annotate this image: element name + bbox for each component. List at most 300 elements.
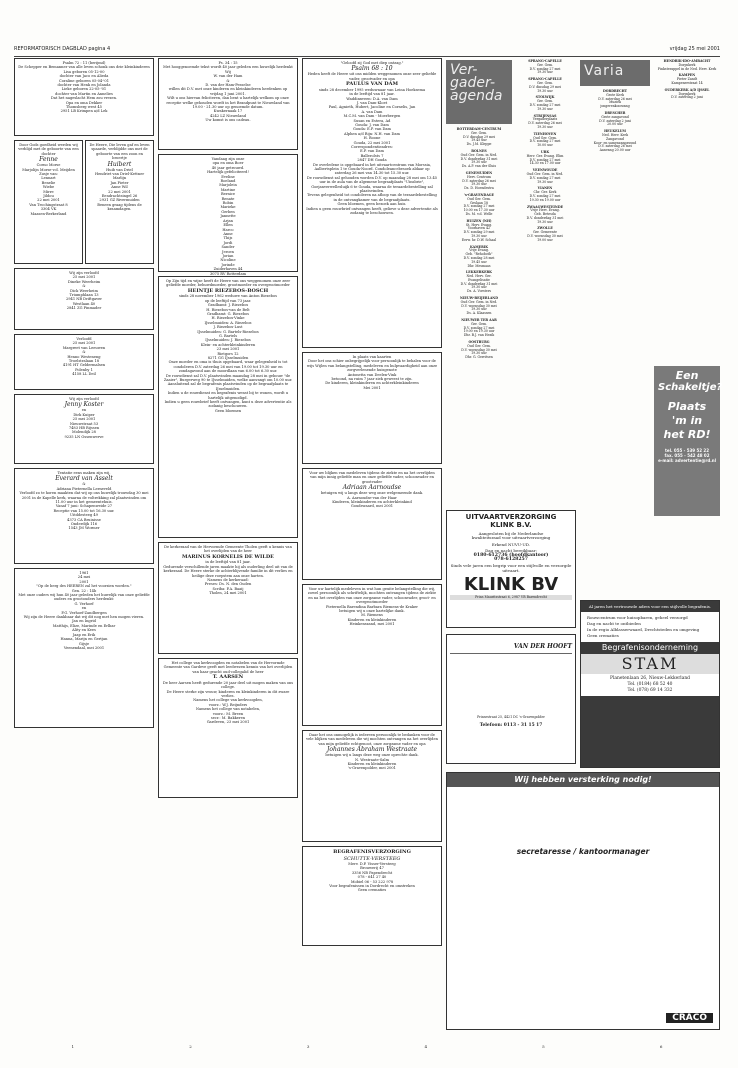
ad-line: sinds 28 december 1995 weduwnaar van Leina Hoeksema xyxy=(318,87,426,92)
ad-line: 3304 VK xyxy=(40,207,57,212)
agenda-line: Voorhaven 42 xyxy=(467,226,491,231)
agenda-line: Vrije Herv. Evang. xyxy=(530,208,560,213)
ad-line: Nieuwstraat 53 xyxy=(69,421,99,426)
agenda-line: Ned. Herv. Ger. xyxy=(466,274,492,279)
ad-line: Polenby 1 xyxy=(75,367,93,372)
ad-line: Jorinde xyxy=(221,262,235,267)
agenda-item xyxy=(654,60,720,71)
ad-line: Nicoline xyxy=(220,258,236,263)
col2-ad-3 xyxy=(158,542,298,654)
agenda-line: D.V. zondag 27 mei xyxy=(463,325,495,330)
ad-line: & xyxy=(226,78,230,83)
agenda-line: ROTTERDAM-CENTRUM xyxy=(456,127,502,131)
ad-line: 2847 DH Gouda xyxy=(357,158,387,163)
agenda-line: 20.00 uur xyxy=(607,122,623,127)
stam-head: Al jaren het vertrouwde adres voor een stijlvolle begrafenis. xyxy=(588,604,712,609)
agenda-line: Oud Ger. Gem. xyxy=(467,343,491,348)
col1-ad-4 xyxy=(14,334,154,390)
agenda-line: Eerw. hr. D.W. Schaal xyxy=(461,237,497,242)
agenda-line: Dorpskerk xyxy=(678,91,696,96)
varia-list-2 xyxy=(654,60,720,360)
ad-line: 4158 LL Deil xyxy=(72,372,96,377)
promo-fax: fax. 055 - 542 48 02 xyxy=(664,453,710,458)
agenda-line: Herv. Centrum xyxy=(467,174,491,179)
agenda-title: Ver-gader-agenda xyxy=(450,62,503,104)
ad-line: Indien u geen rouwbrief ontvangen heeft, gelieve u deze advertentie als zodanig te beschouwen. xyxy=(306,206,438,216)
agenda-item xyxy=(514,151,576,166)
agenda-line: D.V. zondag 27 mei xyxy=(529,175,561,180)
ad-line: F.G. Verhoef-Zandbergen xyxy=(61,610,107,615)
page-number: 5 xyxy=(542,1044,545,1049)
stam-address: Planetenlaan 26, Nieuw-Lekkerland xyxy=(610,676,690,681)
ad-line: Jannette xyxy=(220,214,236,219)
col3-ad-1 xyxy=(302,352,442,464)
ad-line: Geen bloemen xyxy=(214,408,242,413)
ad-line: en xyxy=(81,606,87,611)
ad-line: Huib van Driel xyxy=(106,167,133,172)
ad-line: Anne xyxy=(223,231,233,236)
agenda-list-2 xyxy=(514,60,576,500)
ad-line: Scriba: P.A. Baaij xyxy=(212,586,244,591)
ad-line: Roeland xyxy=(220,179,236,184)
ad-line: in de leeftijd van 81 jaar. xyxy=(205,560,251,565)
ad-line: De rouwdienst zal gehouden worden D.V. op maandag 28 mei om 13.45 uur in de aula van de algemene begraafplaats "Uinsbrie", Goejanverwellesluijk 6 te Gouda, waarna de teraardebestelling zal plaatsvinden. xyxy=(306,175,438,194)
ad-line: Robin xyxy=(222,201,234,206)
agenda-item xyxy=(514,206,576,225)
ad-line: Gouda: E.P. van Dam xyxy=(353,127,391,132)
agenda-line: Ned. Herv. Kerk xyxy=(601,132,629,137)
agenda-item xyxy=(446,150,512,169)
ad-line: Indien u geen rouwbrief heeft ontvangen, kunt u deze advertentie als zodanig beschouwen. xyxy=(164,400,292,409)
ad-line: Psalm 68 : 10 xyxy=(351,65,393,73)
ad-line: In plaats van kaarten xyxy=(352,355,392,359)
agenda-line: 10.00 uur xyxy=(537,143,553,148)
ad-line: 2841 ZG Pinmader xyxy=(66,306,102,311)
vdhooft-address: Prinsestraat 25, 4421 DC 's-Gravenpolder xyxy=(477,715,545,719)
ad-line: 22 mei 2001 xyxy=(37,198,60,203)
ad-line: Adriana Pieternella Lerneveld xyxy=(56,486,112,491)
ad-line: voorz.: M. Breen xyxy=(212,711,244,716)
agenda-line: D.V. woensdag 30 mei xyxy=(461,303,497,308)
ad-line: Receptie van 15.00 tot 16.30 uur. xyxy=(53,508,115,513)
agenda-item xyxy=(446,341,512,360)
promo-line-2: Schakeltje? xyxy=(658,382,723,393)
ad-line: Paul, Agnieth, Hubert, Jacoline en Cornelis, Jan xyxy=(328,105,416,110)
ad-line: Zuiderhaven 44 xyxy=(213,267,243,272)
klink-ad xyxy=(446,510,576,628)
agenda-item xyxy=(514,227,576,242)
ad-line: 24 mei xyxy=(77,575,91,580)
page-number: 4 xyxy=(424,1044,428,1049)
ad-line: Gardeven, 23 mei 2001 xyxy=(206,720,250,725)
agenda-line: Pieter Zandt xyxy=(676,77,698,82)
craco-job: secretaresse / kantoormanager xyxy=(516,847,650,856)
agenda-line: D.V. zondag 27 mei xyxy=(529,157,561,162)
agenda-line: jongerenkoorzang xyxy=(600,104,630,109)
ad-line: Tholen, 24 mei 2001 xyxy=(209,591,247,596)
ad-line: 's-Gravenpolder, mei 2001 xyxy=(348,766,396,771)
agenda-line: D.V. dinsdag 29 mei xyxy=(529,84,561,89)
ad-line: 1961 xyxy=(79,571,89,575)
agenda-line: Vergaderplaats xyxy=(532,117,558,122)
agenda-line: URK xyxy=(540,149,550,154)
agenda-line: Ds. D. Hoendestra xyxy=(464,186,494,191)
agenda-line: TIENHOVEN xyxy=(533,131,557,136)
agenda-line: D.V. zondag 27 mei xyxy=(463,204,495,209)
agenda-line: Grote Kerk xyxy=(606,92,624,97)
agenda-item xyxy=(654,74,720,85)
ad-line: Met onze ouders wij hun 40 jaar geleden het huwelijk van onze geliefde ouders en grootouders herdenkt: xyxy=(18,593,150,602)
ad-line: Wiebe xyxy=(42,185,55,190)
agenda-line: D.V. zondag 28 mei xyxy=(463,255,495,260)
ad-line: Wij xyxy=(225,69,231,74)
ad-line: Marjolein xyxy=(219,183,237,188)
schakeltje-promo xyxy=(654,366,723,516)
agenda-line: Geslaan 18 xyxy=(469,200,488,205)
agenda-line: HEUKELUM xyxy=(604,129,626,134)
agenda-item xyxy=(446,172,512,191)
ad-line: T. AARSEN xyxy=(212,674,244,681)
agenda-line: Kampenerstraat 14 xyxy=(671,80,703,85)
promo-line-1: Een xyxy=(675,369,699,382)
ad-line: H. Riezebos-van de Belt xyxy=(206,307,250,312)
agenda-line: Dhr. G. Gerritsen xyxy=(465,355,493,360)
ad-line: 2951 LB Krimpen a/d Lek xyxy=(60,109,108,114)
agenda-line: Zangavond xyxy=(606,136,624,141)
ad-line: Namens de kerkeraad: xyxy=(207,577,249,582)
ad-line: Arjan xyxy=(223,218,233,223)
ad-line: Vanaf 7 juni: Schapenweide 27 xyxy=(55,504,113,509)
ad-line: Adriaan Aarnoudse xyxy=(342,484,402,492)
ad-line: Voor begrafenissen in Dordrecht en omstreken xyxy=(329,884,415,889)
agenda-line: OOSTBURG xyxy=(468,340,490,345)
ad-line: De overledene is opgebaard in het uitvaartcentrum van Morssia, Aalbertsplein 1 te Gouda-Noord. Condoleancebesoek aldaar op zaterdag 26 mei van 14.30 tot 15.30 uur. xyxy=(312,162,432,176)
ad-line: Gedurende verschillende jaren maakte hij als ouderling deel uit van de kerkeraad. De Heere sterke de achterblijvende familie in dit verlies en heilige deze roepstem aan onze harten. xyxy=(163,564,293,578)
col2-ad-4 xyxy=(158,658,298,798)
col3-ad-0 xyxy=(302,58,442,348)
ad-line: Gijsje xyxy=(78,641,90,646)
ad-line: Tentatie eens maken zijn wij, xyxy=(57,471,111,475)
ad-line: opa en oma Boer xyxy=(212,161,244,166)
agenda-line: D.V. zaterdag 26 mei xyxy=(598,96,632,101)
agenda-line: 19.30 uur xyxy=(471,182,487,187)
ad-line: Pieternella Barendina Barbara Riemens-de Kraker xyxy=(326,604,418,609)
agenda-line: Ger. Gem. xyxy=(470,130,488,135)
ad-line: Preses: Ds. N. den Ouden xyxy=(204,582,252,587)
ad-line: Kwakernaak 17 xyxy=(213,109,243,114)
agenda-line: 10.00 en 17.30 uur xyxy=(463,208,495,213)
agenda-line: Ds. A. Vorsters xyxy=(467,289,491,294)
agenda-item xyxy=(514,169,576,184)
agenda-item xyxy=(446,271,512,294)
ad-line: 25 mei 2001 xyxy=(72,341,96,346)
col2-ad-2 xyxy=(158,276,298,538)
ad-line: 25 mei 2001 xyxy=(72,417,96,422)
agenda-line: LEKKERKERK xyxy=(466,270,492,275)
ad-line: Kinderen, kleinkinderen en achterkleinkind xyxy=(332,500,412,505)
page-footer xyxy=(14,1044,720,1049)
ad-line: 9235 LN Ossenwerve xyxy=(64,434,104,439)
ad-line: Door Gods goedheid werden wij verblijd met de geboorte van een dochter xyxy=(18,143,79,156)
ad-line: Daar het ons onmogelijk is iedereen persoonlijk te bedanken voor de vele blijken van medeleven die wij mochten ontvangen na het overlijden van mijn geliefde echtgenoot, onze zorgzame vader en opa xyxy=(306,733,438,746)
agenda-line: Oud Ger. Gem. in Ned. xyxy=(460,152,498,157)
agenda-line: 19.30 uur xyxy=(537,219,553,224)
agenda-line: 19.00 en 19.30 uur xyxy=(463,329,495,334)
agenda-line: D.V. zondag 27 mei xyxy=(529,66,561,71)
agenda-line: Dorpskerk xyxy=(678,62,696,67)
ad-line: Door het ons schier onbegrijpelijk voor persoonlijk te behalen voor de wijs Wijlen van belangstelling, medeleven en hulpvaardigheid aan onze zorgverlenende huisgenote xyxy=(306,359,438,373)
agenda-item xyxy=(446,220,512,243)
ad-line: Renate xyxy=(221,196,235,201)
ad-line: H. Riezebos-Vinke xyxy=(211,316,245,321)
ad-line: Klein- en achterkleinkinderen xyxy=(200,342,256,347)
agenda-line: D.V. dinsdag 29 mei xyxy=(463,134,495,139)
ad-line: Marjolijn Morse-v.d. Meijden xyxy=(22,167,75,172)
agenda-line: 19.00 uur xyxy=(537,237,553,242)
agenda-line: Oud Ger. Gem. in Ned. xyxy=(526,171,564,176)
ad-line: in de leeftijd van 81 jaar. xyxy=(349,92,395,97)
vdhooft-name: VAN DER HOOFT xyxy=(513,643,572,650)
ad-line: Heden heeft de Heere uit ons midden weggenomen onze zeer geliefde vader, grootvader en opa xyxy=(307,72,437,81)
ad-line: Uw komst is ons cadeau. xyxy=(205,118,251,123)
ad-line: 2941 NB Driftgaver xyxy=(65,297,103,302)
ad-line: Antonetta van Deelen-Vink xyxy=(347,372,397,377)
ad-line: M.C.M. van Dam - Moerbergen xyxy=(343,114,401,119)
ad-line: Kinderen en kleinkinderen xyxy=(347,617,397,622)
col3-ad-3 xyxy=(302,584,442,726)
ad-line: 2931 GZ Rivermuiden xyxy=(99,198,140,203)
ad-line: Westlaan 40 xyxy=(72,301,96,306)
page-header xyxy=(14,46,720,57)
col1-ad-5 xyxy=(14,394,154,464)
ad-line: Dick Weerheim xyxy=(70,288,98,293)
ad-line: Marieke xyxy=(220,205,236,210)
ad-line: Verloofd zo te horen maakten dat wij op ons huwelijk trouwdag 30 mei 2001 in de Kapelle kerk, waarna de voltrekking zal plaatsvinden om 11.00 uur in het gemeentehuis. xyxy=(19,491,149,505)
agenda-line: Grote zangavond xyxy=(601,114,629,119)
ad-line: Indien u de rouwdienst en begrafenis wenst bij te wonen, wordt u hartelijk uitgenodigd. xyxy=(167,391,289,400)
agenda-item xyxy=(446,319,512,338)
ad-line: Margreet van Leeuwen xyxy=(62,345,106,350)
ad-line: betuigen wij u langs deze weg onze oprechte dank. xyxy=(325,753,419,758)
promo-line-5: het RD! xyxy=(663,428,711,441)
ad-line: Ality en Kees xyxy=(72,628,96,633)
agenda-item xyxy=(654,89,720,100)
ad-line: Gradbamt: J. Riezebos xyxy=(207,303,249,308)
promo-email: e-mail: advertentie@rd.nl xyxy=(658,458,716,463)
ad-line: op de leeftijd van 73 jaar. xyxy=(204,298,252,303)
ad-line: Corno Morse xyxy=(36,163,61,168)
ad-line: Kinderen en kleinkinderen xyxy=(347,762,397,767)
agenda-item xyxy=(514,78,576,93)
ad-line: Verloofd xyxy=(76,337,92,341)
ad-line: Voor uw hartelijk medeleven in wat hun geuite belangstelling die wij, zowel persoonlijk als schriftelijk, mochten ontvangen tijdens de ziekte en na het overlijden van onze zorgzame vader, schoonvader, groot- en overgrootmoeder xyxy=(307,587,437,605)
varia-list xyxy=(580,90,650,590)
ad-line: G. Verhoef xyxy=(74,601,94,606)
page-number: 1 xyxy=(71,1044,75,1049)
ad-line: Wij zijn verloofd xyxy=(69,271,99,275)
agenda-line: VIANEN xyxy=(537,186,553,191)
col1-ad-1 xyxy=(14,140,83,264)
ad-line: dochter van Jaco en Alieda xyxy=(59,74,109,79)
craco-logo: CRACO xyxy=(666,1013,713,1023)
agenda-line: Ger. Gemeente xyxy=(532,230,558,235)
ad-line: H. Boone xyxy=(363,136,381,141)
ad-line: 25 mei 2001 xyxy=(72,275,96,280)
ad-line: IJsselmuiden: J. Riezebos xyxy=(205,338,251,343)
agenda-line: Ger. Gem. xyxy=(536,80,554,85)
ad-line: 078 - 641 27 40 xyxy=(357,875,387,880)
ad-line: Geen bloemen, geen bezoek aan huis. xyxy=(337,202,407,207)
agenda-line: Oud Ger. Gem. xyxy=(467,196,491,201)
ad-line: Namens het college van kerkvoogden, xyxy=(193,698,263,703)
craco-title: Wij hebben versterking nodig! xyxy=(447,773,719,787)
ad-line: Thomsberg west 45 xyxy=(66,105,102,110)
agenda-item xyxy=(580,130,650,153)
ad-line: 3075 RV Rotterdam xyxy=(209,271,247,276)
agenda-line: Ger. Gem. xyxy=(536,62,554,67)
agenda-line: D.V. woensdag 30 mei xyxy=(527,234,563,239)
ad-line: Wij zijn de Heere dankbaar dat wij dit nog met hen mogen vieren. xyxy=(23,615,145,620)
col2-ad-1 xyxy=(158,154,298,276)
ad-line: Lennart xyxy=(41,176,56,181)
agenda-line: Ds. A. Klaassen xyxy=(466,311,492,316)
ad-line: 2001 xyxy=(79,579,89,584)
ad-line: Veenendaal, mei 2001 xyxy=(63,645,105,650)
agenda-line: KAMPEN xyxy=(678,73,696,78)
ad-line: A. Aarnoudse-van der Haar xyxy=(347,495,397,500)
ad-line: Beneen graag tijdens de kraamdagen. xyxy=(97,202,142,212)
agenda-line: D.V. zondag 27 mei xyxy=(529,139,561,144)
ad-line: Jan en Ingrid xyxy=(72,619,96,624)
ad-line: De Schepper en Bemanner van alle leven schonk ons drie kleinkinderen xyxy=(18,65,150,70)
ad-line: 3356 NB Papendrecht xyxy=(351,870,393,875)
ad-line: Everard van Asselt xyxy=(55,475,113,483)
agenda-line: SPRANG-CAPELLE xyxy=(528,59,562,63)
col1-ad-3 xyxy=(14,268,154,330)
ad-line: Vandaag zijn onze xyxy=(211,157,245,161)
stam-tel-2: Tel. (078) 69 14 332 xyxy=(627,688,673,693)
col1-ad-2 xyxy=(85,140,154,264)
varia-title: Varia xyxy=(584,63,625,79)
agenda-item xyxy=(446,194,512,217)
agenda-line: D.V. donderdag 31 mei xyxy=(460,281,498,286)
agenda-line: D.V. zondag 27 mei xyxy=(529,193,561,198)
page-number: 3 xyxy=(306,1044,310,1049)
ad-line: MARINUS KORNELIS DE WILDE xyxy=(181,553,274,560)
header-left: REFORMATORISCH DAGBLAD pagina 4 xyxy=(14,46,111,52)
agenda-line: DRESCHER xyxy=(604,110,626,115)
ad-line: 8271 GG IJsselmuiden xyxy=(207,356,249,360)
agenda-line: 19.30 uur xyxy=(471,160,487,165)
agenda-line: NIEUWER TER AAR xyxy=(461,318,497,323)
agenda-line: D.V. donderdag 31 mei xyxy=(526,215,564,220)
agenda-line: 19.45 uur xyxy=(471,259,487,264)
ad-line: IJsselmuiden: G. Bartels-Riezebos xyxy=(197,329,259,334)
ad-line: Fenne xyxy=(39,156,58,164)
stam-ad xyxy=(580,600,720,768)
ad-line: G. Bartels xyxy=(218,333,238,338)
klink-l5: Sinds vele jaren een begrip voor een stijlvolle en verzorgde uitvaart. xyxy=(450,563,572,573)
vdhooft-ad xyxy=(446,634,576,764)
promo-line-4: 'm in xyxy=(671,414,703,427)
ad-line: Jaap en Erik xyxy=(72,632,96,637)
ad-line: Eveline xyxy=(221,174,235,179)
ad-line: Heinkenszand, mei 2001 xyxy=(349,622,395,627)
agenda-line: 19.30 uur xyxy=(537,88,553,93)
ad-line: D. van der Ham-Pesselse xyxy=(205,83,251,88)
ad-line: Huibert xyxy=(107,160,132,168)
agenda-line: D.V. zaterdag 2 juni xyxy=(671,95,703,100)
agenda-line: D.V. zondag 27 mei xyxy=(529,102,561,107)
ad-line: Waddinxveen: D.A. van Dam xyxy=(346,96,398,101)
agenda-item xyxy=(514,187,576,202)
agenda-line: HENDRIK-IDO-AMBACHT xyxy=(663,59,711,63)
ad-line: Jorian xyxy=(222,253,234,258)
agenda-line: 19.30 uur xyxy=(471,233,487,238)
klink-name: KLINK B.V. xyxy=(490,521,532,529)
agenda-line: BOLNES xyxy=(471,148,487,153)
klink-title: UITVAARTVERZORGING xyxy=(465,513,557,521)
ad-line: Het college van kerkvoogden en notabelen van de Hervormde Gemeente van Gardeve geeft met leedwezen kennis van het overlijden van haar geacht oud-collegalid de heer xyxy=(163,661,293,674)
klink-l1: Aangesloten bij de Nederlandse xyxy=(478,531,544,536)
agenda-line: D.V. zaterdag 2 juni xyxy=(599,118,631,123)
agenda-line: Koor- en samenzangavond xyxy=(593,140,637,145)
vdhooft-phone: Telefoon: 0113 - 31 15 17 xyxy=(479,722,543,728)
ad-line: Namens het college van notabelen, xyxy=(195,707,261,712)
agenda-line: DORDRECHT xyxy=(603,89,627,93)
agenda-line: Evangelisatie xyxy=(468,277,490,282)
agenda-line: GENEMUIDEN xyxy=(465,170,493,175)
ad-line: Maasen-Berkerland xyxy=(30,211,67,216)
ad-line: W. van der Ham xyxy=(213,74,243,79)
col2-ad-0 xyxy=(158,58,298,150)
ad-line: Coraline geboren 05-04-'01 xyxy=(59,78,109,83)
ad-line: De kerkeraad van de Hervormde Gemeente Tholen geeft u kennis van het overlijden van de heer xyxy=(164,545,292,554)
ad-line: Goudswaard, mei 2001 xyxy=(350,504,394,509)
ad-line: Matthijs, Elize, Marinde en Erlbar xyxy=(52,623,116,628)
agenda-item xyxy=(580,112,650,127)
ad-line: De Heere, Die leven gaf en leven spaarde, verblijdde ons met de geboorte van een zoon en broertje xyxy=(89,143,150,161)
agenda-line: HUIZEN (NH) xyxy=(466,218,492,223)
ad-line: Rietgors 12 xyxy=(217,351,239,356)
agenda-item xyxy=(446,297,512,316)
ad-line: en xyxy=(81,408,87,413)
ad-line: Lieke geboren 22-05-'01 xyxy=(61,87,107,92)
ad-line: Hartelijk gefeliciteerd! xyxy=(207,170,249,175)
agenda-line: Dhr. Mesmaas xyxy=(467,263,491,268)
ad-line: 23 mei 2001 xyxy=(216,347,240,352)
ad-line: Molendijk 28 xyxy=(72,430,96,435)
klink-l2: kwaliteitsraad voor uitvaartverzorging xyxy=(471,535,551,541)
ad-line: 4373 CA Bruinisse xyxy=(67,517,101,522)
ad-line: Dineke Weerheim xyxy=(67,279,101,284)
agenda-line: 19.30 uur xyxy=(471,285,487,290)
agenda-line: STRIJENSAS xyxy=(533,113,557,118)
agenda-line: Oud Ger. Gem. in Ned. xyxy=(460,299,498,304)
ad-line: BEGRAFENISVERZORGING xyxy=(333,849,411,855)
ad-line: Sander xyxy=(221,245,235,250)
agenda-line: Ger. Gem. xyxy=(470,321,488,326)
agenda-line: Ger. Gem. xyxy=(536,99,554,104)
ad-line: Geen crematies xyxy=(357,888,387,893)
ad-line: Triumphlaan 13 xyxy=(69,293,99,298)
ad-line: De heer Aarsen heeft gedurende 20 jaar deel uit mogen maken van ons college. xyxy=(162,680,294,690)
ad-line: Gerben xyxy=(221,209,235,214)
ad-line: dochter van Martin en Annelies xyxy=(55,91,113,96)
ad-line: Harco xyxy=(222,227,234,232)
ad-line: betoond, na ruim 7 jaar ziek geweest te zijn. xyxy=(331,377,413,382)
agenda-line: D.V. zondag 29 mei xyxy=(463,230,495,235)
